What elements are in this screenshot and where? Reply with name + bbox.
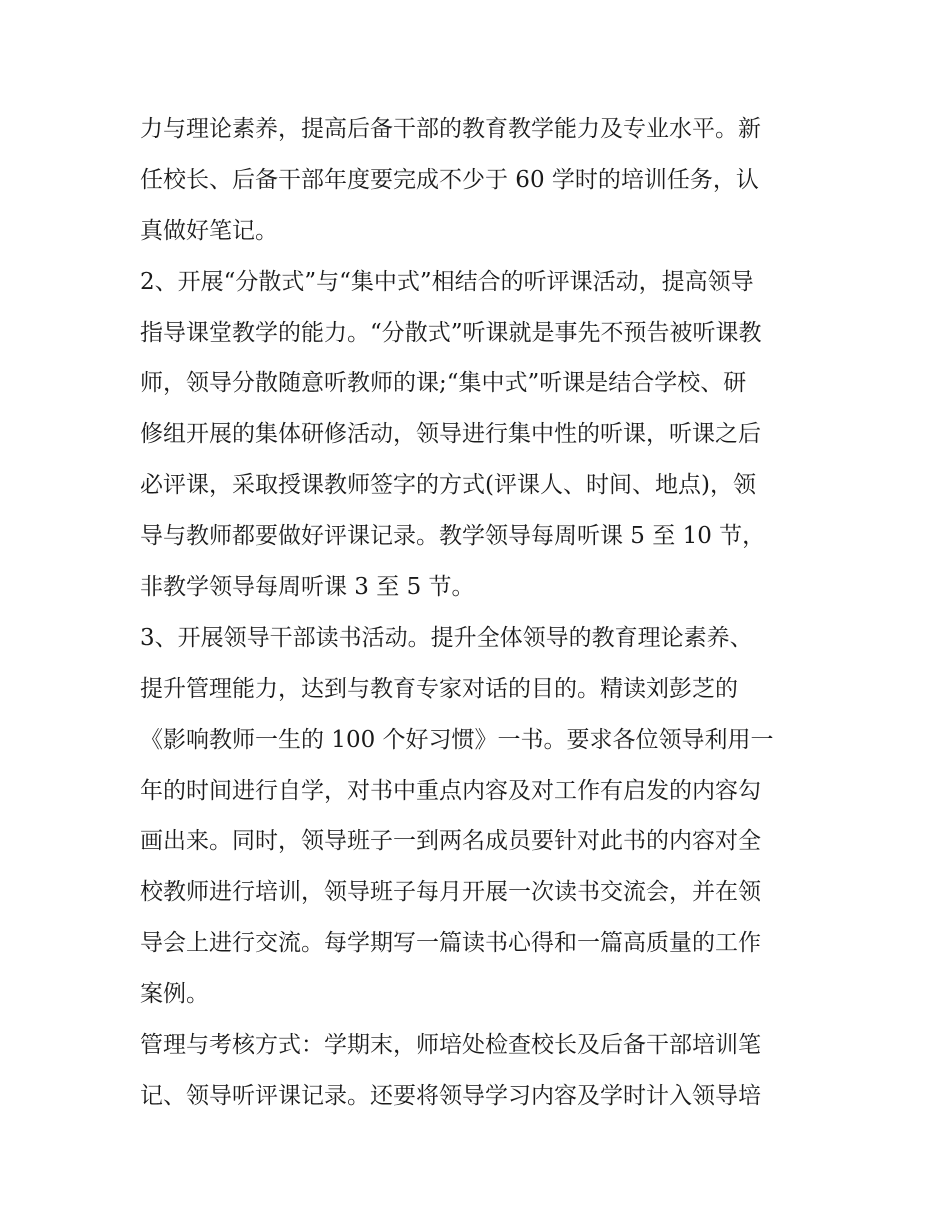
text-line: 师，领导分散随意听教师的课;“集中式”听课是结合学校、研 bbox=[140, 370, 747, 397]
text-line: 校教师进行培训，领导班子每月开展一次读书交流会，并在领 bbox=[140, 879, 761, 906]
text-line: 记、领导听评课记录。还要将领导学习内容及学时计入领导培 bbox=[140, 1082, 761, 1109]
text-line: 导与教师都要做好评课记录。教学领导每周听课 5 至 10 节， bbox=[140, 523, 766, 550]
text-line: 导会上进行交流。每学期写一篇读书心得和一篇高质量的工作 bbox=[140, 930, 761, 957]
text-line: 非教学领导每周听课 3 至 5 节。 bbox=[140, 574, 475, 601]
text-line: 2、开展“分散式”与“集中式”相结合的听评课活动，提高领导 bbox=[140, 268, 754, 295]
text-line: 3、开展领导干部读书活动。提升全体领导的教育理论素养、 bbox=[140, 624, 753, 651]
text-line: 提升管理能力，达到与教育专家对话的目的。精读刘彭芝的 bbox=[140, 675, 738, 702]
text-line: 《影响教师一生的 100 个好习惯》一书。要求各位领导利用一 bbox=[140, 726, 774, 753]
document-body bbox=[140, 104, 820, 1122]
text-line: 管理与考核方式：学期末，师培处检查校长及后备干部培训笔 bbox=[140, 1032, 761, 1059]
text-line: 指导课堂教学的能力。“分散式”听课就是事先不预告被听课教 bbox=[140, 319, 762, 346]
text-line: 任校长、后备干部年度要完成不少于 60 学时的培训任务，认 bbox=[140, 166, 759, 193]
text-line: 真做好笔记。 bbox=[140, 217, 278, 244]
text-line: 年的时间进行自学，对书中重点内容及对工作有启发的内容勾 bbox=[140, 777, 761, 804]
text-line: 画出来。同时，领导班子一到两名成员要针对此书的内容对全 bbox=[140, 828, 761, 855]
text-line: 力与理论素养，提高后备干部的教育教学能力及专业水平。新 bbox=[140, 116, 761, 142]
text-line: 必评课，采取授课教师签字的方式(评课人、时间、地点)，领 bbox=[140, 472, 756, 499]
text-line: 修组开展的集体研修活动，领导进行集中性的听课，听课之后 bbox=[140, 421, 761, 448]
text-line: 案例。 bbox=[140, 981, 209, 1008]
